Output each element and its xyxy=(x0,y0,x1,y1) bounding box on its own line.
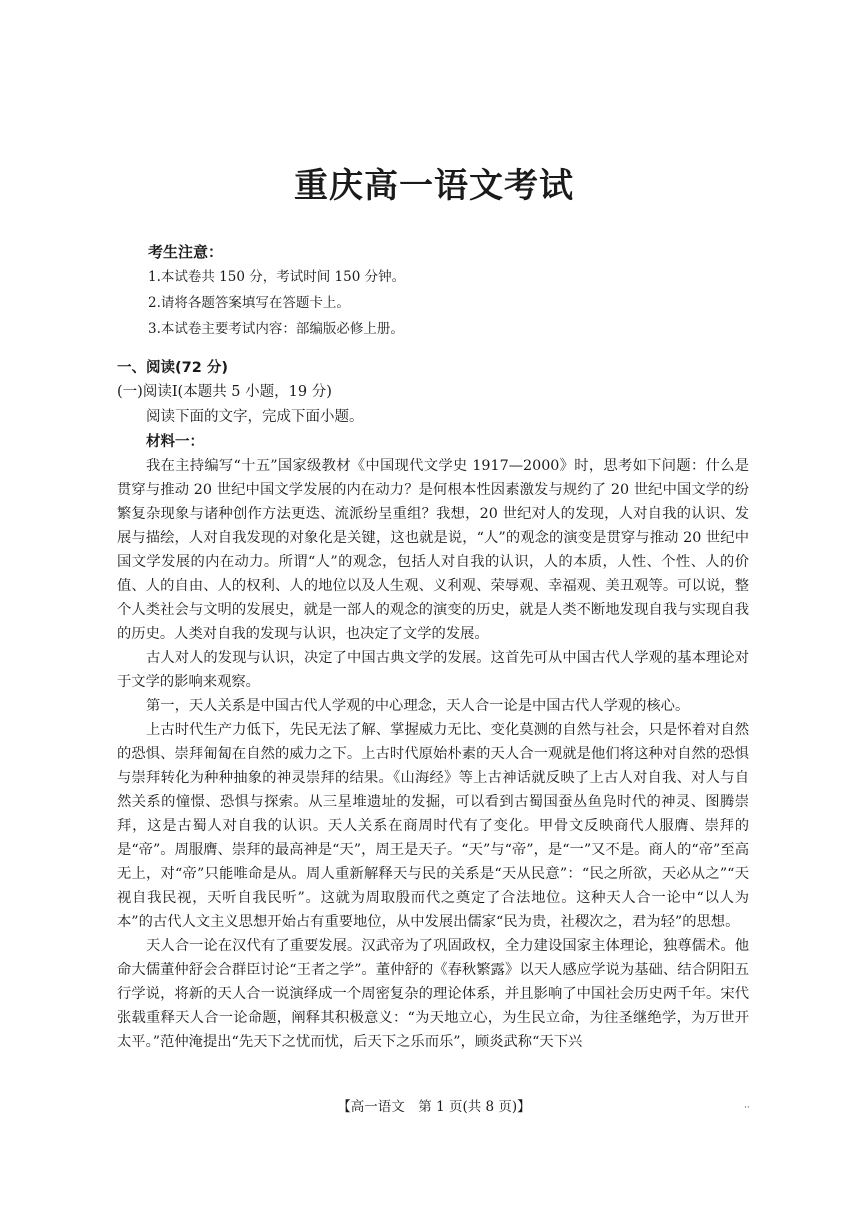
reading-instruction: 阅读下面的文字，完成下面小题。 xyxy=(146,409,364,425)
paragraph: 古人对人的发现与认识，决定了中国古典文学的发展。这首先可从中国古代人学观的基本理论对于文学的影响来观察。 xyxy=(117,650,749,690)
paragraph: 上古时代生产力低下，先民无法了解、掌握威力无比、变化莫测的自然与社会，只是怀着对自然的恐惧、崇拜匍匐在自然的威力之下。上古时代原始朴素的天人合一观就是他们将这种对自然的恐惧与崇拜转化为种种抽象的神灵崇拜的结果。《山海经》等上古神话就反映了上古人对自我、对人与自然关系的憧憬、恐惧与探索。从三星堆遗址的发掘，可以看到古蜀国蚕丛鱼凫时代的神灵、图腾崇拜，这是古蜀人对自我的认识。天人关系在商周时代有了变化。甲骨文反映商代人服膺、崇拜的是“帝”。周服膺、崇拜的最高神是“天”，周王是天子。“天”与“帝”，是“一”又不是。商人的“帝”至高无上，对“帝”只能唯命是从。周人重新解释天与民的关系是“天从民意”：“民之所欲，天必从之”“天视自我民视，天听自我民听”。这就为周取殷而代之奠定了合法地位。这种天人合一论中“以人为本”的古代人文主义思想开始占有重要地位，从中发展出儒家“民为贵，社稷次之，君为轻”的思想。 xyxy=(117,722,749,930)
corner-mark: ·· xyxy=(744,1103,750,1113)
paragraph: 天人合一论在汉代有了重要发展。汉武帝为了巩固政权，全力建设国家主体理论，独尊儒术。他命大儒董仲舒会合群臣讨论“王者之学”。董仲舒的《春秋繁露》以天人感应学说为基础、结合阴阳五行学说，将新的天人合一说演绎成一个周密复杂的理论体系，并且影响了中国社会历史两千年。宋代张载重释天人合一论命题，阐释其积极意义：“为天地立心，为生民立命，为往圣继绝学，为万世开太平。”范仲淹提出“先天下之忧而忧，后天下之乐而乐”，顾炎武称“天下兴 xyxy=(117,938,749,1050)
material-label: 材料一： xyxy=(146,434,204,450)
section-title: 一、阅读(72 分) xyxy=(117,360,228,376)
subsection-title: (一)阅读Ⅰ(本题共 5 小题，19 分) xyxy=(117,384,332,400)
notice-item: 3.本试卷主要考试内容：部编版必修上册。 xyxy=(148,321,404,337)
notice-item: 2.请将各题答案填写在答题卡上。 xyxy=(148,295,350,311)
page-title: 重庆高一语文考试 xyxy=(294,166,574,206)
paragraph: 第一，天人关系是中国古代人学观的中心理念，天人合一论是中国古代人学观的核心。 xyxy=(146,698,690,714)
page-footer: 【高一语文 第 1 页(共 8 页)】 xyxy=(337,1099,531,1115)
notice-heading: 考生注意： xyxy=(148,243,224,261)
reading-section xyxy=(117,356,749,1054)
notice-item: 1.本试卷共 150 分，考试时间 150 分钟。 xyxy=(148,269,406,285)
paragraph: 我在主持编写“十五”国家级教材《中国现代文学史 1917—2000》时，思考如下问题：什么是贯穿与推动 20 世纪中国文学发展的内在动力？是何根本性因素激发与规约了 20 世纪中国文学的纷繁复杂现象与诸种创作方法更迭、流派纷呈重组？我想，20 世纪对人的发现，人对自我的认识、发展与描绘，人对自我发现的对象化是关键，这也就是说，“人”的观念的演变是贯穿与推动 20 世纪中国文学发展的内在动力。所谓“人”的观念，包括人对自我的认识，人的本质，人性、个性、人的价值、人的自由、人的权利、人的地位以及人生观、义利观、荣辱观、幸福观、美丑观等。可以说，整个人类社会与文明的发展史，就是一部人的观念的演变的历史，就是人类不断地发现自我与实现自我的历史。人类对自我的发现与认识，也决定了文学的发展。 xyxy=(117,458,749,642)
examinee-notice xyxy=(148,240,788,342)
